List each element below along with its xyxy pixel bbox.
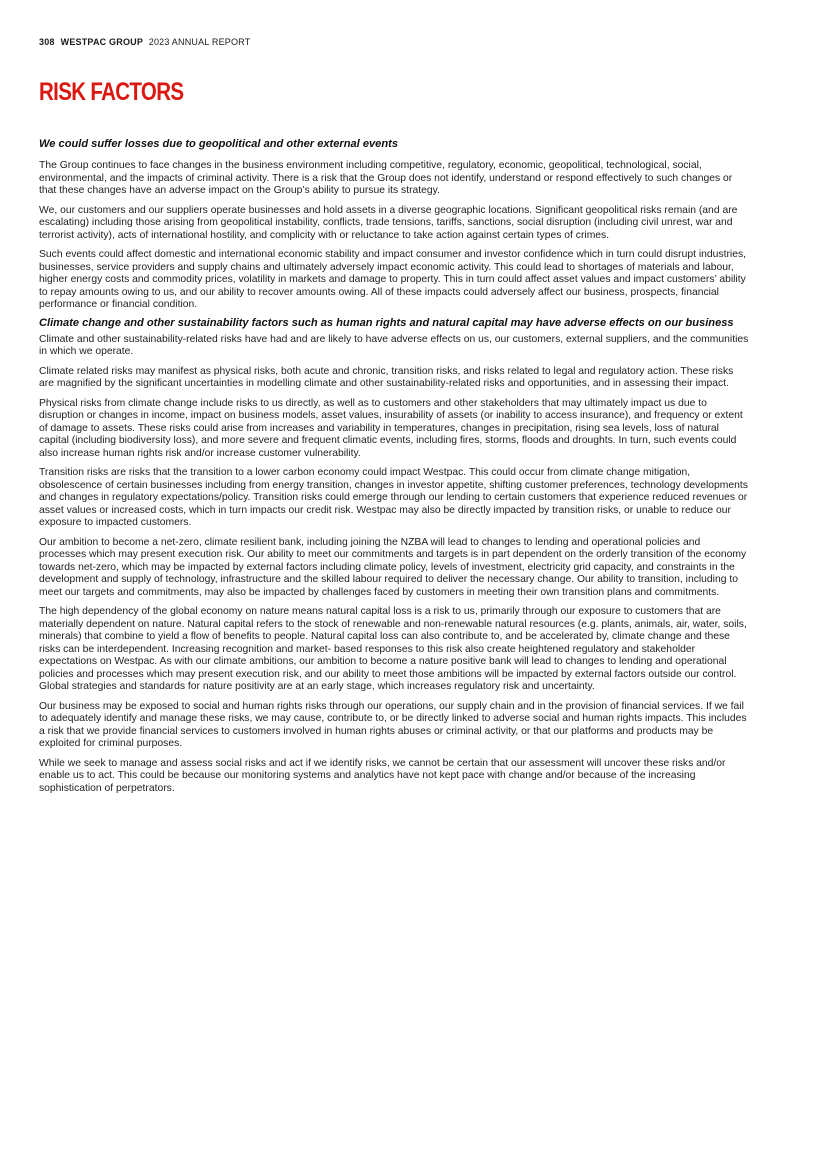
- document-body: [39, 137, 749, 802]
- paragraph: We, our customers and our suppliers operate businesses and hold assets in a diverse geographic locations. Significant geopolitical risks remain (and are escalating) including those arising from geopolitical instability, conflicts, trade tensions, tariffs, sanctions, social disruption (including civil unrest, war and terrorist activity), acts of international hostility, and complicity with or reluctance to take action against certain types of crimes.: [39, 204, 738, 241]
- paragraph: Such events could affect domestic and international economic stability and impact consumer and investor confidence which in turn could disrupt industries, businesses, service providers and supply chains and ultimately adversely impact economic activity. This could lead to shortages of materials and labour, higher energy costs and commodity prices, volatility in markets and damage to property. This in turn could affect asset values and impact customers’ ability to repay amounts owing to us, and our ability to recover amounts owing. All of these impacts could adversely affect our business, prospects, financial performance or financial condition.: [39, 249, 747, 310]
- paragraph: Transition risks are risks that the transition to a lower carbon economy could impact Westpac. This could occur from climate change mitigation, obsolescence of certain businesses including from energy transition, changes in investor appetite, shifting customer preferences, technology developments and changes in regulatory expectations/policy. Transition risks could emerge through our lending to certain customers that experience reduced revenues or asset values or increased costs, which in turn impacts our credit risk. Westpac may also be directly impacted by transition risks, or unable to reduce our exposure to impacted customers.: [39, 467, 748, 528]
- paragraph: Our business may be exposed to social and human rights risks through our operations, our supply chain and in the provision of financial services. If we fail to adequately identify and manage these risks, we may cause, contribute to, or be directly linked to adverse social and human rights impacts. This includes a risk that we provide financial services to customers involved in human rights abuses or criminal activity, or that our platforms and products may be exploited for criminal purposes.: [39, 700, 747, 749]
- paragraph: Climate related risks may manifest as physical risks, both acute and chronic, transition risks, and risks related to legal and regulatory action. These risks are magnified by the significant uncertainties in modelling climate and other sustainability-related risks and opportunities, and in assessing their impact.: [39, 365, 734, 389]
- subheading-climate: Climate change and other sustainability factors such as human rights and natural capital may have adverse effects on our business: [39, 316, 734, 329]
- paragraph: The Group continues to face changes in the business environment including competitive, regulatory, economic, geopolitical, technological, social, environmental, and the impacts of criminal activity. There is a risk that the Group does not identify, understand or respond effectively to such changes or that these changes have an adverse impact on the Group’s ability to pursue its strategy.: [39, 160, 733, 196]
- running-header: [39, 37, 250, 47]
- paragraph: Climate and other sustainability-related risks have had and are likely to have adverse effects on us, our customers, external suppliers, and the communities in which we operate.: [39, 333, 749, 357]
- paragraph: Our ambition to become a net-zero, climate resilient bank, including joining the NZBA will lead to changes to lending and operational policies and processes which may present execution risk. Our ability to meet our commitments and targets is in part dependent on the orderly transition of the economy towards net-zero, which may be impacted by external factors including climate policy, levels of investment, electricity grid capacity, and constraints in the development and supply of technology, infrastructure and the skilled labour required to deliver the necessary change. Our ability to transition, including to meet our targets and commitments, may also be impacted by challenges faced by customers in meeting their own transition plans and commitments.: [39, 536, 747, 598]
- paragraph: While we seek to manage and assess social risks and act if we identify risks, we cannot be certain that our assessment will uncover these risks and/or enable us to act. This could be because our monitoring systems and analytics have not kept pace with change and/or because of the increasing sophistication of perpetrators.: [39, 757, 726, 794]
- paragraph: The high dependency of the global economy on nature means natural capital loss is a risk to us, primarily through our exposure to customers that are materially dependent on nature. Natural capital refers to the stock of renewable and non-renewable natural resources (e.g. plants, animals, air, water, soils, minerals) that combine to yield a flow of benefits to people. Natural capital loss can also contribute to, and be accelerated by, climate change and these risks can be interdependent. Increasing recognition and market- based responses to this risk also create heightened regulatory and stakeholder expectations on Westpac. As with our climate ambitions, our ambition to become a nature positive bank will lead to changes to lending and operational policies and processes which may present execution risk, and our ability to meet those ambitions will be impacted by external factors outside our control. Global strategies and standards for nature positivity are at an early stage, which increases regulatory risk and uncertainty.: [39, 606, 747, 692]
- section-title: RISK FACTORS: [39, 78, 184, 106]
- brand-name: WESTPAC GROUP: [60, 37, 144, 47]
- subheading-geopolitical: We could suffer losses due to geopolitical and other external events: [39, 138, 398, 150]
- report-title: 2023 ANNUAL REPORT: [148, 37, 251, 47]
- page-number: 308: [39, 37, 55, 47]
- paragraph: Physical risks from climate change include risks to us directly, as well as to customers and other stakeholders that may ultimately impact us due to disruption or changes in income, impact on business models, asset values, insurability of assets (or inability to access insurance), and frequency or extent of damage to assets. These risks could arise from increases and variability in temperatures, changes in precipitation, rising sea levels, loss of natural capital (including biodiversity loss), and more severe and frequent climatic events, including fires, storms, floods and droughts. In turn, such events could also increase human rights risk and/or increase customer vulnerability.: [39, 397, 743, 459]
